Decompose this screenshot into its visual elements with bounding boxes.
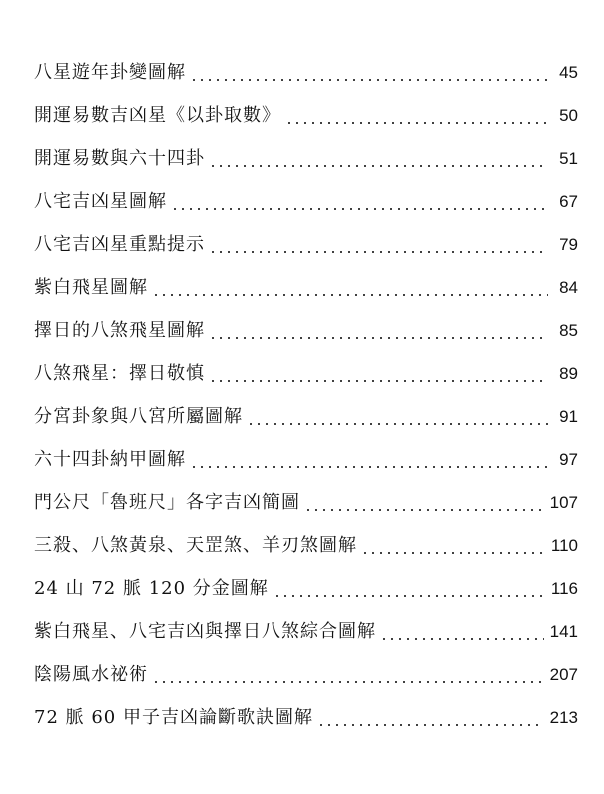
toc-entry-title: 擇日的八煞飛星圖解	[34, 320, 205, 341]
toc-entry-title: 八煞飛星：擇日敬慎	[34, 363, 205, 384]
dot-leader	[152, 294, 548, 296]
toc-entry-page: 107	[549, 493, 578, 512]
toc-entry[interactable]	[34, 356, 578, 399]
dot-leader	[209, 165, 548, 167]
toc-entry-page: 89	[559, 364, 578, 383]
toc-entry-page: 116	[550, 579, 578, 598]
toc-entry-page: 84	[559, 278, 578, 297]
toc-entry[interactable]	[34, 227, 578, 270]
toc-entry-title: 陰陽風水祕術	[34, 664, 148, 685]
dot-leader	[380, 638, 544, 640]
toc-entry[interactable]	[34, 270, 578, 313]
dot-leader	[209, 251, 548, 253]
toc-entry-page: 45	[559, 63, 578, 82]
toc-entry-page: 67	[559, 192, 578, 211]
toc-entry[interactable]	[34, 313, 578, 356]
toc-entry-page: 85	[559, 321, 578, 340]
toc-entry-title: 八宅吉凶星圖解	[34, 191, 167, 212]
dot-leader	[209, 337, 548, 339]
toc-entry-title: 三殺、八煞黃泉、天罡煞、羊刃煞圖解	[34, 535, 357, 556]
toc-entry[interactable]	[34, 141, 578, 184]
toc-entry[interactable]	[34, 614, 578, 657]
dot-leader	[247, 423, 548, 425]
toc-entry[interactable]	[34, 700, 578, 743]
toc-entry[interactable]	[34, 442, 578, 485]
dot-leader	[285, 122, 548, 124]
toc-entry[interactable]	[34, 657, 578, 700]
toc-entry-title: 六十四卦納甲圖解	[34, 449, 186, 470]
dot-leader	[317, 724, 544, 726]
toc-entry-page: 97	[559, 450, 578, 469]
toc-entry[interactable]	[34, 571, 578, 614]
toc-entry-title: 紫白飛星、八宅吉凶與擇日八煞綜合圖解	[34, 621, 376, 642]
toc-entry-title: 24 山 72 脈 120 分金圖解	[34, 578, 269, 599]
dot-leader	[361, 552, 545, 554]
toc-entry-page: 213	[549, 708, 578, 727]
toc-entry-title: 門公尺「魯班尺」各字吉凶簡圖	[34, 492, 300, 513]
dot-leader	[273, 595, 545, 597]
toc-entry-title: 72 脈 60 甲子吉凶論斷歌訣圖解	[34, 707, 313, 728]
toc-entry[interactable]	[34, 399, 578, 442]
toc-entry-page: 110	[550, 536, 578, 555]
dot-leader	[152, 681, 544, 683]
toc-entry-page: 79	[559, 235, 578, 254]
dot-leader	[190, 466, 548, 468]
dot-leader	[209, 380, 548, 382]
toc-entry[interactable]	[34, 485, 578, 528]
toc-entry-title: 八星遊年卦變圖解	[34, 62, 186, 83]
toc-entry-title: 分宮卦象與八宮所屬圖解	[34, 406, 243, 427]
toc-entry-title: 開運易數與六十四卦	[34, 148, 205, 169]
toc-entry-title: 紫白飛星圖解	[34, 277, 148, 298]
toc-entry-page: 91	[559, 407, 578, 426]
toc-entry-page: 51	[559, 149, 578, 168]
toc-entry[interactable]	[34, 184, 578, 227]
toc-entry[interactable]	[34, 528, 578, 571]
table-of-contents	[34, 55, 578, 743]
toc-entry[interactable]	[34, 98, 578, 141]
toc-entry-title: 八宅吉凶星重點提示	[34, 234, 205, 255]
toc-entry-page: 141	[549, 622, 578, 641]
toc-entry-page: 207	[549, 665, 578, 684]
toc-entry-title: 開運易數吉凶星《以卦取數》	[34, 105, 281, 126]
dot-leader	[171, 208, 548, 210]
toc-entry[interactable]	[34, 55, 578, 98]
dot-leader	[190, 79, 548, 81]
dot-leader	[304, 509, 544, 511]
toc-entry-page: 50	[559, 106, 578, 125]
